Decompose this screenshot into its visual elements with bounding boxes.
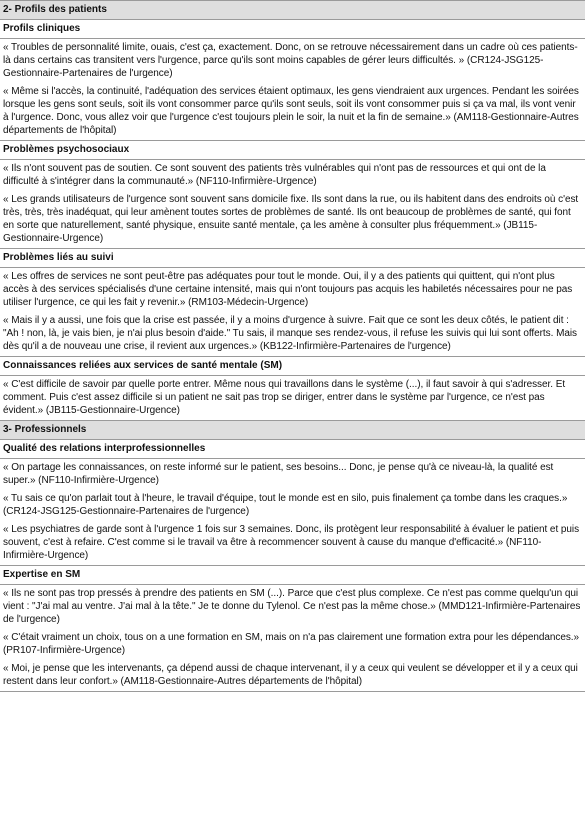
quotes-cell xyxy=(0,376,585,421)
subsection-row xyxy=(0,566,585,585)
quotes-cell xyxy=(0,39,585,141)
quotes-row xyxy=(0,376,585,421)
quotes-row xyxy=(0,459,585,566)
subsection-heading: Problèmes liés au suivi xyxy=(0,249,585,268)
quote: « C'est difficile de savoir par quelle porte entrer. Même nous qui travaillons dans le système (...), il faut savoir à qui s'adresser. Et comment. Puis c'est assez difficile si un patient ne sait pas trop se diriger, entrer dans le système par l'urgence, ce n'est pas évident.» (JB115-Gestionnaire-Urgence) xyxy=(3,379,566,416)
subsection-row xyxy=(0,20,585,39)
quote: « Mais il y a aussi, une fois que la crise est passée, il y a moins d'urgence à suivre. Fait que ce sont les deux côtés, le patient dit : "Ah ! non, là, je vais bien, je n'ai plus besoin d'aide." Tu sais, il manque ses rendez-vous, il refuse les suivis qui lui sont offerts. Mais dès qu'il a de nouveau une crise, il revient aux urgences.» (KB122-Infirmière-Partenaires de l'urgence) xyxy=(3,315,577,352)
section-row xyxy=(0,421,585,440)
subsection-row xyxy=(0,141,585,160)
subsection-heading: Profils cliniques xyxy=(0,20,585,39)
quote: « Les offres de services ne sont peut-être pas adéquates pour tout le monde. Oui, il y a des patients qui quittent, qui n'ont plus accès à des services spécialisés d'une certaine intensité, mais qui n'ont toujours pas acquis les habiletés nécessaires pour ne pas utiliser l'urgence, ce qui les fait y revenir.» (RM103-Médecin-Urgence) xyxy=(3,271,573,308)
quotes-cell xyxy=(0,160,585,249)
quote: « Moi, je pense que les intervenants, ça dépend aussi de chaque intervenant, il y a ceux qui veulent se développer et il y a ceux qui restent dans leur confort.» (AM118-Gestionnaire-Autres départements de l'hôpital) xyxy=(3,663,578,687)
subsection-heading: Connaissances reliées aux services de santé mentale (SM) xyxy=(0,357,585,376)
subsection-heading: Problèmes psychosociaux xyxy=(0,141,585,160)
section-row xyxy=(0,1,585,20)
quote: « Même si l'accès, la continuité, l'adéquation des services étaient optimaux, les gens viendraient aux urgences. Pendant les soirées lorsque les gens sont seuls, soit ils vont consommer parce qu'ils sont seuls, soit ils vont consommer puis si ça va mal, ils vont venir à l'urgence. Donc, vous allez voir que l'urgence c'est toujours plein le soir, la nuit et la fin de semaine.» (AM118-Gestionnaire-Autres départements de l'hôpital) xyxy=(3,86,579,136)
section-heading: 2- Profils des patients xyxy=(0,1,585,20)
quote: « Tu sais ce qu'on parlait tout à l'heure, le travail d'équipe, tout le monde est en silo, puis finalement ça tombe dans les craques.» (CR124-JSG125-Gestionnaire-Partenaires de l'urgence) xyxy=(3,493,568,517)
subsection-row xyxy=(0,357,585,376)
quote: « C'était vraiment un choix, tous on a une formation en SM, mais on n'a pas clairement une formation extra pour les dépendances.» (PR107-Infirmière-Urgence) xyxy=(3,632,580,656)
quotes-row xyxy=(0,585,585,692)
quotes-cell xyxy=(0,268,585,357)
quotes-row xyxy=(0,160,585,249)
subsection-heading: Qualité des relations interprofessionnelles xyxy=(0,440,585,459)
section-heading: 3- Professionnels xyxy=(0,421,585,440)
quote: « Troubles de personnalité limite, ouais, c'est ça, exactement. Donc, on se retrouve nécessairement dans un cadre où ces patients-là dans certains cas transitent vers l'urgence, parce qu'ils sont moins capables de gérer leurs difficultés. » (CR124-JSG125-Gestionnaire-Partenaires de l'urgence) xyxy=(3,42,578,79)
quote: « On partage les connaissances, on reste informé sur le patient, ses besoins... Donc, je pense qu'à ce niveau-là, la qualité est super.» (NF110-Infirmière-Urgence) xyxy=(3,462,554,486)
quote: « Ils n'ont souvent pas de soutien. Ce sont souvent des patients très vulnérables qui n'ont pas de ressources et qui ont de la difficulté à s'intégrer dans la communauté.» (NF110-Infirmière-Urgence) xyxy=(3,163,546,187)
quotes-cell xyxy=(0,585,585,692)
quote: « Les psychiatres de garde sont à l'urgence 1 fois sur 3 semaines. Donc, ils protègent leur responsabilité à évaluer le patient et puis souvent, c'est à refaire. C'est comme si le travail va être à recommencer souvent à cause du manque d'efficacité.» (NF110-Infirmière-Urgence) xyxy=(3,524,580,561)
quote: « Les grands utilisateurs de l'urgence sont souvent sans domicile fixe. Ils sont dans la rue, ou ils habitent dans des endroits où c'est très, très, très inadéquat, qui leur amènent toutes sortes de problèmes de santé. Ils ont beaucoup de problèmes de santé, qui font en sorte que naturellement, santé physique, ensuite santé mentale, ça les amène à consulter plus fréquemment.» (JB115-Gestionnaire-Urgence) xyxy=(3,194,579,244)
quotes-cell xyxy=(0,459,585,566)
quote: « Ils ne sont pas trop pressés à prendre des patients en SM (...). Parce que c'est plus complexe. Ce n'est pas comme quelqu'un qui vient : "J'ai mal au ventre. J'ai mal à la tête." Je te donne du Tylenol. Ce n'est pas la même chose.» (MMD121-Infirmière-Partenaires de l'urgence) xyxy=(3,588,581,625)
subsection-row xyxy=(0,440,585,459)
quotes-row xyxy=(0,268,585,357)
quotes-row xyxy=(0,39,585,141)
subsection-heading: Expertise en SM xyxy=(0,566,585,585)
subsection-row xyxy=(0,249,585,268)
